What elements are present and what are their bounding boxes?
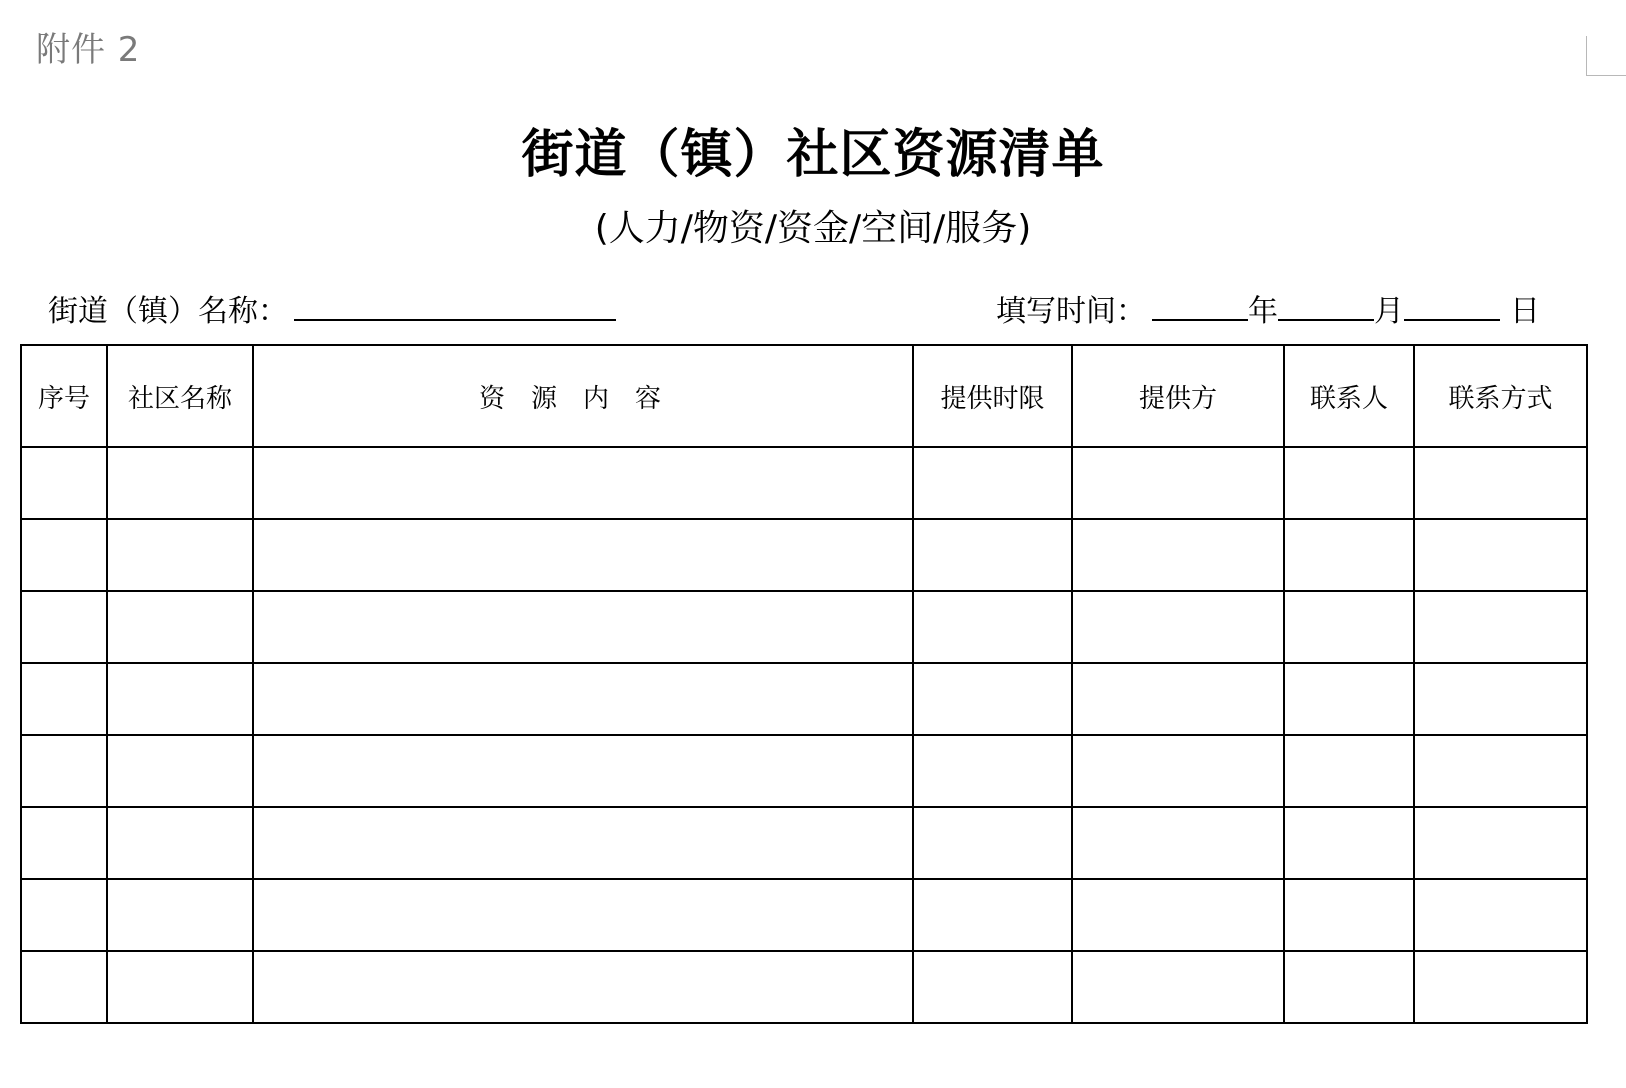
fill-time-field (996, 286, 1540, 330)
table-row (21, 807, 1587, 879)
index-cell[interactable] (21, 519, 107, 591)
resource-content-cell[interactable] (253, 879, 913, 951)
index-cell[interactable] (21, 735, 107, 807)
contact-info-cell[interactable] (1414, 735, 1587, 807)
resource-content-cell[interactable] (253, 447, 913, 519)
resource-content-cell[interactable] (253, 735, 913, 807)
community-name-cell[interactable] (107, 879, 253, 951)
provider-cell[interactable] (1072, 663, 1284, 735)
index-cell[interactable] (21, 663, 107, 735)
community-name-cell[interactable] (107, 663, 253, 735)
month-label: 月 (1374, 294, 1404, 329)
column-header-contact-person: 联系人 (1284, 345, 1414, 447)
index-cell[interactable] (21, 591, 107, 663)
day-blank[interactable] (1404, 289, 1500, 321)
contact-info-cell[interactable] (1414, 519, 1587, 591)
community-name-cell[interactable] (107, 519, 253, 591)
table-body (21, 447, 1587, 1023)
table-row (21, 447, 1587, 519)
resource-content-cell[interactable] (253, 951, 913, 1023)
provision-period-cell[interactable] (913, 447, 1072, 519)
provision-period-cell[interactable] (913, 879, 1072, 951)
table-row (21, 519, 1587, 591)
contact-person-cell[interactable] (1284, 447, 1414, 519)
provision-period-cell[interactable] (913, 519, 1072, 591)
provider-cell[interactable] (1072, 735, 1284, 807)
community-name-cell[interactable] (107, 735, 253, 807)
contact-person-cell[interactable] (1284, 951, 1414, 1023)
resource-table (20, 344, 1588, 1024)
community-name-cell[interactable] (107, 447, 253, 519)
table-row (21, 879, 1587, 951)
table-header-row (21, 345, 1587, 447)
page-title: 街道（镇）社区资源清单 (521, 124, 1105, 185)
year-label: 年 (1248, 294, 1278, 329)
contact-person-cell[interactable] (1284, 519, 1414, 591)
provider-cell[interactable] (1072, 519, 1284, 591)
provision-period-cell[interactable] (913, 663, 1072, 735)
table-row (21, 591, 1587, 663)
provider-cell[interactable] (1072, 951, 1284, 1023)
community-name-cell[interactable] (107, 807, 253, 879)
table-row (21, 951, 1587, 1023)
day-label: 日 (1510, 294, 1540, 329)
resource-content-cell[interactable] (253, 519, 913, 591)
provider-cell[interactable] (1072, 879, 1284, 951)
contact-info-cell[interactable] (1414, 879, 1587, 951)
provision-period-cell[interactable] (913, 807, 1072, 879)
provider-cell[interactable] (1072, 591, 1284, 663)
column-header-provider: 提供方 (1072, 345, 1284, 447)
community-name-cell[interactable] (107, 951, 253, 1023)
street-name-blank[interactable] (294, 289, 616, 321)
fill-time-label: 填写时间： (996, 294, 1146, 329)
contact-info-cell[interactable] (1414, 951, 1587, 1023)
page-corner-mark (1586, 36, 1626, 76)
contact-person-cell[interactable] (1284, 807, 1414, 879)
resource-content-cell[interactable] (253, 591, 913, 663)
provision-period-cell[interactable] (913, 591, 1072, 663)
contact-info-cell[interactable] (1414, 447, 1587, 519)
column-header-resource-content: 资源内容 (253, 345, 913, 447)
column-header-index: 序号 (21, 345, 107, 447)
index-cell[interactable] (21, 807, 107, 879)
contact-info-cell[interactable] (1414, 663, 1587, 735)
contact-person-cell[interactable] (1284, 663, 1414, 735)
column-header-contact-info: 联系方式 (1414, 345, 1587, 447)
page-subtitle: (人力/物资/资金/空间/服务) (594, 208, 1032, 249)
table-row (21, 663, 1587, 735)
provider-cell[interactable] (1072, 447, 1284, 519)
provision-period-cell[interactable] (913, 951, 1072, 1023)
column-header-provision-period: 提供时限 (913, 345, 1072, 447)
community-name-cell[interactable] (107, 591, 253, 663)
column-header-community-name: 社区名称 (107, 345, 253, 447)
index-cell[interactable] (21, 951, 107, 1023)
table-row (21, 735, 1587, 807)
month-blank[interactable] (1278, 289, 1374, 321)
contact-info-cell[interactable] (1414, 591, 1587, 663)
street-name-field (48, 286, 616, 330)
index-cell[interactable] (21, 447, 107, 519)
resource-content-cell[interactable] (253, 663, 913, 735)
provider-cell[interactable] (1072, 807, 1284, 879)
contact-info-cell[interactable] (1414, 807, 1587, 879)
index-cell[interactable] (21, 879, 107, 951)
contact-person-cell[interactable] (1284, 591, 1414, 663)
contact-person-cell[interactable] (1284, 879, 1414, 951)
provision-period-cell[interactable] (913, 735, 1072, 807)
contact-person-cell[interactable] (1284, 735, 1414, 807)
resource-content-cell[interactable] (253, 807, 913, 879)
year-blank[interactable] (1152, 289, 1248, 321)
attachment-label: 附件 2 (36, 30, 141, 70)
street-name-label: 街道（镇）名称： (48, 294, 288, 329)
